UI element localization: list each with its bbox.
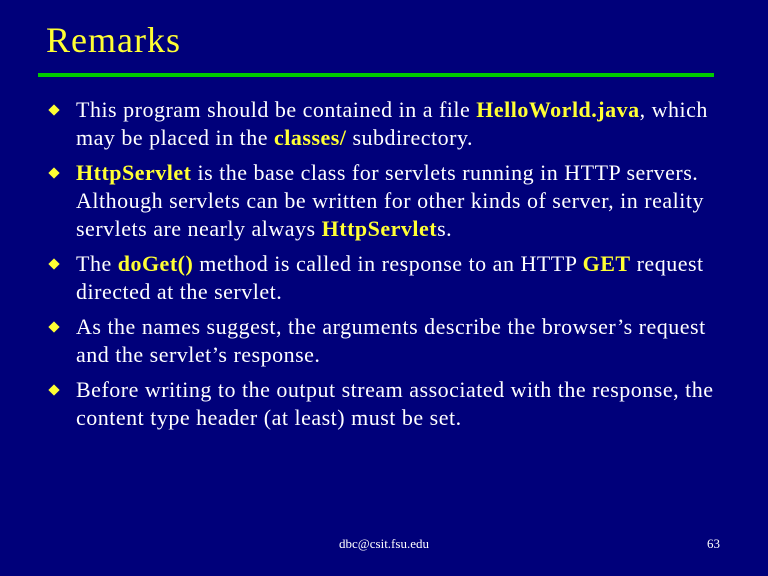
page-number: 63 xyxy=(707,536,720,551)
bullet-text-run: request directed at the servlet. xyxy=(76,251,704,304)
bullet-text-run: Before writing to the output stream associated with the response, the content type header (at least) must be set. xyxy=(76,377,714,430)
highlighted-term: GET xyxy=(582,251,631,276)
highlighted-term: classes/ xyxy=(274,125,347,150)
footer-email: dbc@csit.fsu.edu xyxy=(339,536,429,551)
bullet-item xyxy=(46,376,726,432)
bullet-text xyxy=(76,97,708,150)
diamond-bullet-icon xyxy=(48,167,59,178)
bullet-text-run: This program should be contained in a file xyxy=(76,97,477,122)
bullet-item xyxy=(46,159,726,243)
bullet-text-run: s. xyxy=(437,216,453,241)
bullet-item xyxy=(46,250,726,306)
highlighted-term: doGet() xyxy=(117,251,194,276)
highlighted-term: HttpServlet xyxy=(76,160,192,185)
slide-title: Remarks xyxy=(46,20,181,60)
bullet-list xyxy=(46,96,726,439)
bullet-text-run: subdirectory. xyxy=(346,125,474,150)
highlighted-term: HelloWorld.java xyxy=(476,97,640,122)
diamond-bullet-icon xyxy=(48,104,59,115)
diamond-bullet-icon xyxy=(48,321,59,332)
bullet-text xyxy=(76,160,704,241)
bullet-item xyxy=(46,313,726,369)
bullet-text-run: The xyxy=(76,251,118,276)
diamond-bullet-icon xyxy=(48,258,59,269)
bullet-text-run: method is called in response to an HTTP xyxy=(193,251,583,276)
bullet-text xyxy=(76,377,714,430)
title-divider xyxy=(38,73,714,77)
diamond-bullet-icon xyxy=(48,384,59,395)
bullet-item xyxy=(46,96,726,152)
bullet-text xyxy=(76,314,706,367)
bullet-text-run: As the names suggest, the arguments describe the browser’s request and the servlet’s response. xyxy=(76,314,706,367)
highlighted-term: HttpServlet xyxy=(321,216,438,241)
bullet-text-run: , which may be placed in the xyxy=(76,97,708,150)
bullet-text xyxy=(76,251,704,304)
bullet-text-run: is the base class for servlets running in HTTP servers. Although servlets can be written for other kinds of server, in reality servlets are nearly always xyxy=(76,160,704,241)
